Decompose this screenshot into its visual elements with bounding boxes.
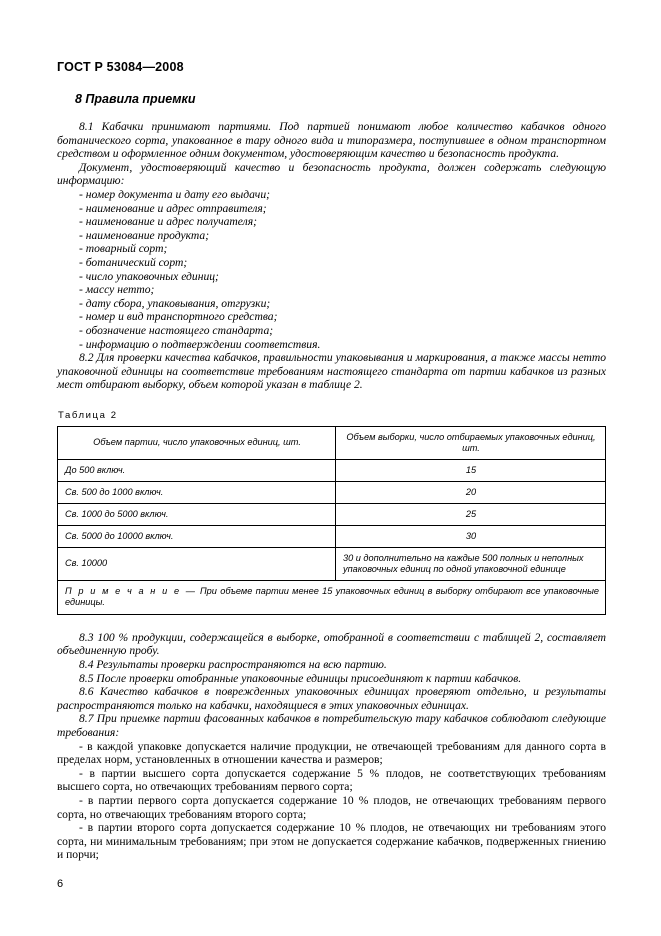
- table-row: [58, 503, 606, 525]
- info-list-item: - товарный сорт;: [79, 242, 168, 256]
- paragraph-8-2: 8.2 Для проверки качества кабачков, правильности упаковывания и маркирования, а также массы нетто упаковочной единицы на соответствие требованиям настоящего стандарта от партии кабачков из разных мест отбирают выборку, объем которой указан в таблице 2.: [57, 351, 606, 392]
- info-list-item: - наименование продукта;: [79, 228, 210, 242]
- paragraph-8-4: 8.4 Результаты проверки распространяются на всю партию.: [79, 658, 387, 672]
- table-row: [58, 525, 606, 547]
- table-caption: Таблица 2: [58, 409, 118, 421]
- table-cell-sample: 30: [336, 525, 606, 547]
- section-title: 8 Правила приемки: [75, 92, 196, 106]
- table-header-cell: Объем партии, число упаковочных единиц, шт.: [58, 426, 336, 459]
- table-cell-lot: Св. 500 до 1000 включ.: [58, 481, 336, 503]
- table-row: [58, 481, 606, 503]
- table-header-row: [58, 426, 606, 459]
- final-list-item: - в партии первого сорта допускается содержание 10 % плодов, не отвечающих требованиям первого сорта, но отвечающих требованиям второго сорта;: [57, 794, 606, 821]
- table-cell-lot: Св. 5000 до 10000 включ.: [58, 525, 336, 547]
- paragraph-8-3: 8.3 100 % продукции, содержащейся в выборке, отобранной в соответствии с таблицей 2, составляет объединенную пробу.: [57, 630, 606, 658]
- info-list-item: - наименование и адрес получателя;: [79, 215, 257, 229]
- table-cell-sample: 15: [336, 459, 606, 481]
- table-note-text: При объеме партии менее 15 упаковочных единиц в выборку отбирают все упаковочные единицы.: [65, 585, 599, 608]
- paragraphs-after-table: [57, 631, 606, 862]
- table-row: [58, 459, 606, 481]
- table-cell-lot: Св. 1000 до 5000 включ.: [58, 503, 336, 525]
- table-note-row: [58, 580, 606, 614]
- table-cell-sample: 25: [336, 503, 606, 525]
- page-header: ГОСТ Р 53084—2008: [57, 60, 184, 74]
- table-cell-lot: До 500 включ.: [58, 459, 336, 481]
- paragraph-8-7: 8.7 При приемке партии фасованных кабачков в потребительскую тару кабачков соблюдают следующие требования:: [57, 712, 606, 740]
- paragraph-8-1: 8.1 Кабачки принимают партиями. Под партией понимают любое количество кабачков одного ботанического сорта, упакованное в тару одного вида и типоразмера, поступившее в одном транспортном средством и оформленное одним документом, удостоверяющим качество и безопасность продукта.: [57, 120, 606, 161]
- info-list-item: - массу нетто;: [79, 283, 155, 297]
- final-list-item: - в партии высшего сорта допускается содержание 5 % плодов, не соответствующих требованиям высшего сорта, но отвечающих требованиям первого сорта;: [57, 766, 606, 794]
- paragraph-8-5: 8.5 После проверки отобранные упаковочные единицы присоединяют к партии кабачков.: [79, 671, 522, 685]
- table-cell-sample: 20: [336, 481, 606, 503]
- table-note-lead: П р и м е ч а н и е —: [65, 585, 197, 596]
- page-number: 6: [57, 878, 64, 890]
- info-list-item: - номер и вид транспортного средства;: [79, 310, 278, 324]
- page-content: [57, 92, 606, 862]
- table-cell-lot: Св. 10000: [58, 547, 336, 580]
- info-list-item: - ботанический сорт;: [79, 255, 188, 269]
- table-note: [58, 580, 606, 614]
- info-list-item: - дату сбора, упаковывания, отгрузки;: [79, 296, 271, 310]
- paragraph-document-info-intro: Документ, удостоверяющий качество и безопасность продукта, должен содержать следующую информацию:: [57, 160, 606, 188]
- table-cell-sample: 30 и дополнительно на каждые 500 полных и неполных упаковочных единиц по одной упаковочной единице: [336, 547, 606, 580]
- table-header-cell: Объем выборки, число отбираемых упаковочных единиц, шт.: [336, 426, 606, 459]
- final-list-item: - в каждой упаковке допускается наличие продукции, не отвечающей требованиям для данного сорта в пределах норм, установленных в отношении качества и размеров;: [57, 739, 606, 767]
- info-list-item: - обозначение настоящего стандарта;: [79, 323, 274, 337]
- info-list-item: - информацию о подтверждении соответствия.: [79, 337, 321, 351]
- table-row: [58, 547, 606, 580]
- paragraph-8-6: 8.6 Качество кабачков в поврежденных упаковочных единицах проверяют отдельно, и результаты распространяются только на кабачки, находящиеся в этих упаковочных единицах.: [57, 685, 606, 712]
- sampling-table: [57, 426, 606, 615]
- final-list-item: - в партии второго сорта допускается содержание 10 % плодов, не отвечающих ни требованиям этого сорта, ни минимальным требованиям; при этом не допускается содержание кабачков, подверженных гниению и порчи;: [57, 821, 606, 862]
- info-list-item: - число упаковочных единиц;: [79, 269, 219, 283]
- info-list-item: - наименование и адрес отправителя;: [79, 201, 267, 215]
- info-list-item: - номер документа и дату его выдачи;: [79, 187, 270, 201]
